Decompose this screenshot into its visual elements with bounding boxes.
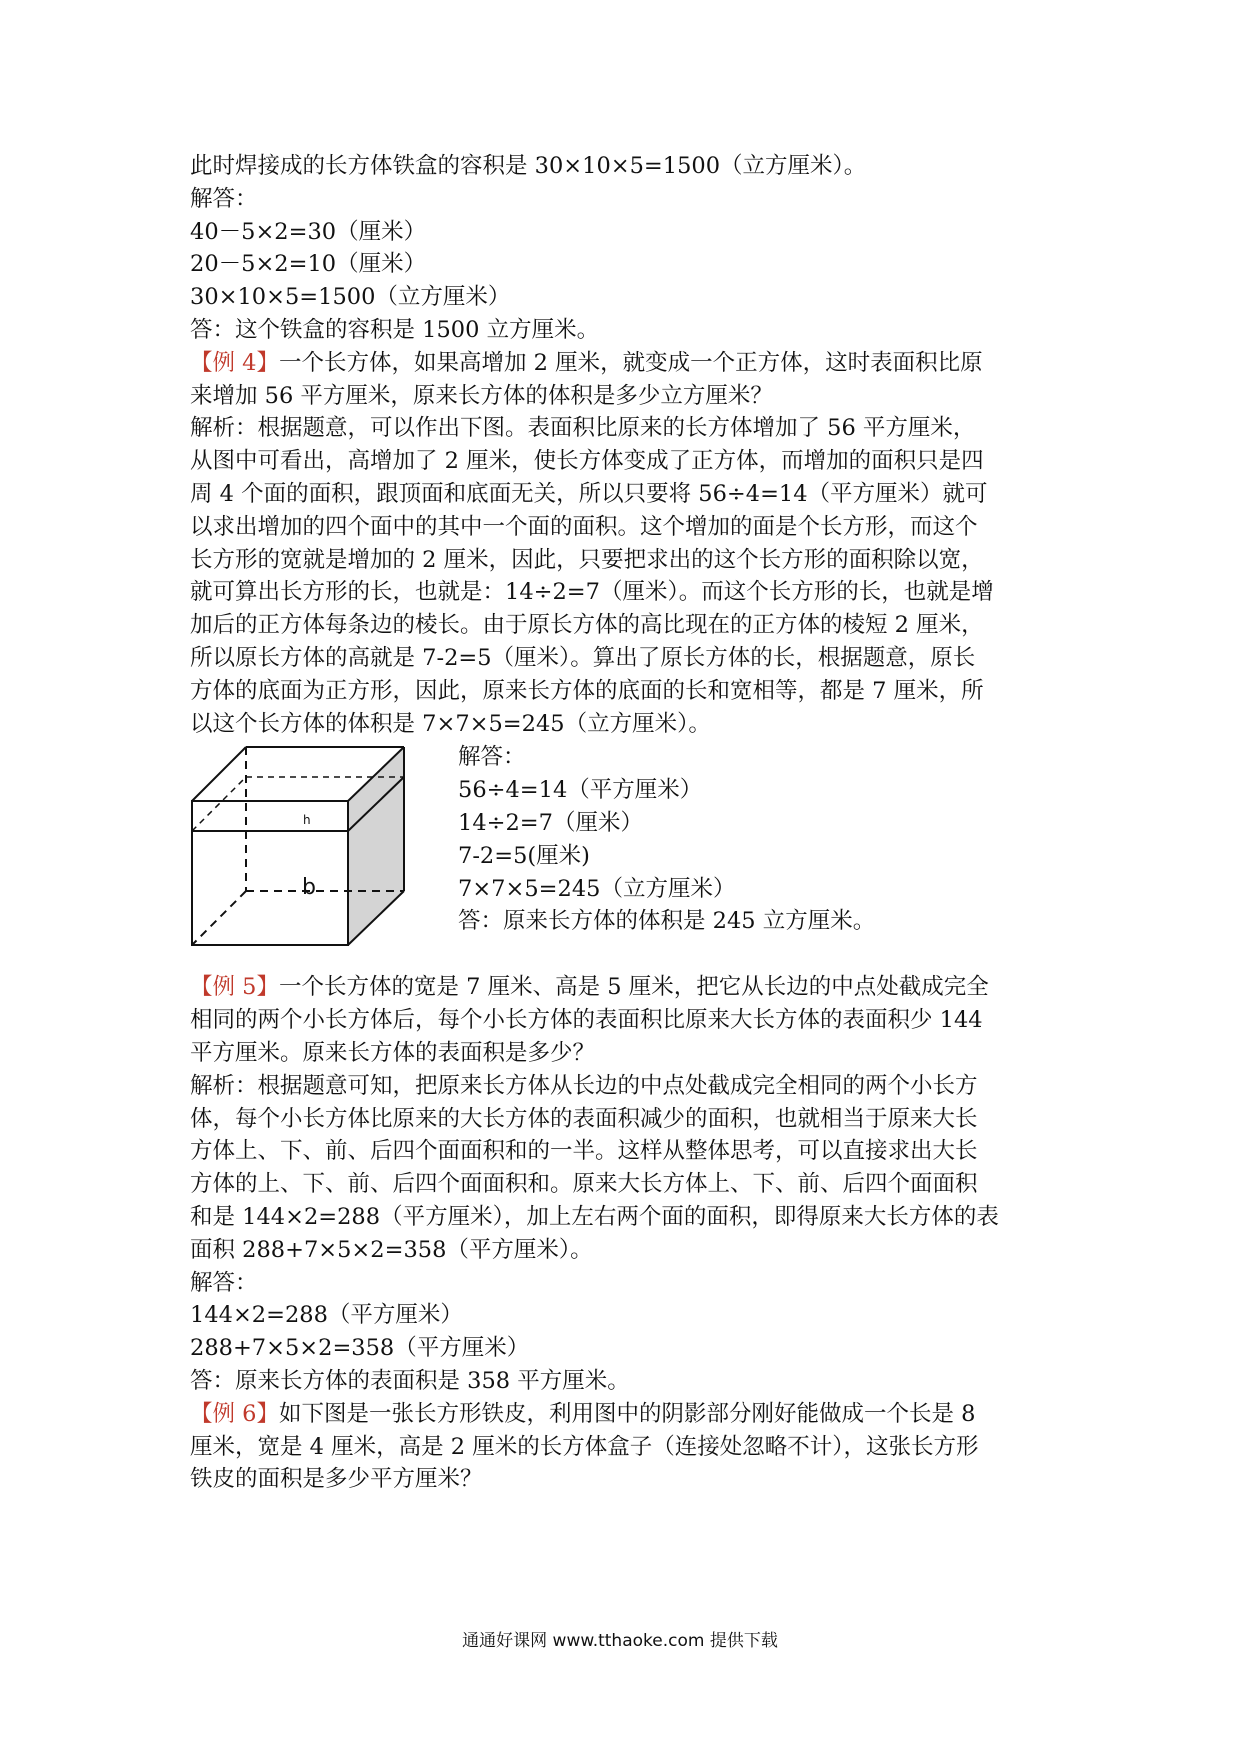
text-line: 如下图是一张长方形铁皮，利用图中的阴影部分刚好能做成一个长是 8	[278, 1400, 976, 1427]
example-6-question	[190, 1398, 1070, 1431]
text-line: 30×10×5=1500（立方厘米）	[190, 284, 511, 311]
answer-line: 答：这个铁盒的容积是 1500 立方厘米。	[190, 316, 600, 343]
example-5-label: 【例 5】	[190, 974, 279, 1001]
analysis-line: 方体上、下、前、后四个面面积和的一半。这样从整体思考，可以直接求出大长	[190, 1138, 978, 1165]
text-line: 一个长方体的宽是 7 厘米、高是 5 厘米，把它从长边的中点处截成完全	[278, 974, 989, 1001]
example-6-label: 【例 6】	[190, 1400, 279, 1427]
answer-step: 7-2=5(厘米)	[458, 842, 590, 869]
analysis-line: 从图中可看出，高增加了 2 厘米，使长方体变成了正方体，而增加的面积只是四	[190, 448, 984, 475]
example-4-figure-row	[190, 741, 1070, 971]
analysis-line: 解析：根据题意，可以作出下图。表面积比原来的长方体增加了 56 平方厘米，	[190, 415, 976, 442]
analysis-line: 面积 288+7×5×2=358（平方厘米）。	[190, 1236, 593, 1263]
answer-line: 答：原来长方体的表面积是 358 平方厘米。	[190, 1367, 630, 1394]
answer-step: 288+7×5×2=358（平方厘米）	[190, 1335, 530, 1362]
text-line: 相同的两个小长方体后，每个小长方体的表面积比原来大长方体的表面积少 144	[190, 1007, 983, 1034]
example-5-question	[190, 971, 1070, 1004]
analysis-line: 所以原长方体的高就是 7-2=5（厘米）。算出了原长方体的长，根据题意，原长	[190, 644, 976, 671]
cuboid-edge	[192, 747, 246, 801]
figure-label-b: b	[302, 875, 316, 901]
analysis-line: 解析：根据题意可知，把原来长方体从长边的中点处截成完全相同的两个小长方	[190, 1072, 978, 1099]
answer-step: 14÷2=7（厘米）	[458, 809, 643, 836]
analysis-line: 方体的上、下、前、后四个面面积和。原来大长方体上、下、前、后四个面面积	[190, 1171, 978, 1198]
analysis-line: 周 4 个面的面积，跟顶面和底面无关，所以只要将 56÷4=14（平方厘米）就可	[190, 480, 988, 507]
text-line: 此时焊接成的长方体铁盒的容积是 30×10×5=1500（立方厘米）。	[190, 153, 867, 179]
figure-label-h: h	[303, 813, 311, 828]
analysis-line: 以这个长方体的体积是 7×7×5=245（立方厘米）。	[190, 710, 711, 737]
text-line: 厘米，宽是 4 厘米，高是 2 厘米的长方体盒子（连接处忽略不计），这张长方形	[190, 1433, 979, 1460]
hidden-edge	[192, 891, 246, 945]
answer-line: 答：原来长方体的体积是 245 立方厘米。	[458, 908, 876, 935]
analysis-line: 和是 144×2=288（平方厘米），加上左右两个面的面积，即得原来大长方体的表	[190, 1203, 999, 1230]
page-footer: 通通好课网 www.tthaoke.com 提供下载	[462, 1631, 778, 1651]
original-top-line	[192, 777, 246, 831]
analysis-line: 长方形的宽就是增加的 2 厘米，因此，只要把求出的这个长方形的面积除以宽，	[190, 546, 984, 573]
example-4-question	[190, 347, 1070, 380]
analysis-line: 以求出增加的四个面中的其中一个面的面积。这个增加的面是个长方形，而这个	[190, 513, 978, 540]
answer-step: 144×2=288（平方厘米）	[190, 1302, 463, 1329]
answer-step: 56÷4=14（平方厘米）	[458, 777, 703, 804]
answer-heading: 解答：	[458, 744, 526, 771]
answer-heading: 解答：	[190, 1269, 258, 1296]
answer-step: 7×7×5=245（立方厘米）	[458, 875, 736, 902]
example-4-label: 【例 4】	[190, 349, 279, 376]
text-line: 平方厘米。原来长方体的表面积是多少？	[190, 1039, 596, 1066]
example-4-answer	[458, 741, 875, 938]
text-line: 一个长方体，如果高增加 2 厘米，就变成一个正方体，这时表面积比原	[278, 349, 983, 376]
cuboid-front-face	[192, 801, 348, 945]
text-line: 40－5×2=30（厘米）	[190, 218, 427, 245]
document-body	[190, 150, 1070, 1496]
analysis-line: 体，每个小长方体比原来的大长方体的表面积减少的面积，也就相当于原来大长	[190, 1105, 978, 1132]
analysis-line: 加后的正方体每条边的棱长。由于原长方体的高比现在的正方体的棱短 2 厘米，	[190, 612, 984, 639]
text-line: 20－5×2=10（厘米）	[190, 251, 427, 278]
text-line: 来增加 56 平方厘米，原来长方体的体积是多少立方厘米？	[190, 382, 773, 409]
text-line: 铁皮的面积是多少平方厘米？	[190, 1466, 483, 1493]
analysis-line: 就可算出长方形的长，也就是：14÷2=7（厘米）。而这个长方形的长，也就是增	[190, 579, 994, 606]
analysis-line: 方体的底面为正方形，因此，原来长方体的底面的长和宽相等，都是 7 厘米，所	[190, 677, 984, 704]
answer-heading: 解答：	[190, 185, 258, 212]
cuboid-figure	[190, 743, 430, 973]
